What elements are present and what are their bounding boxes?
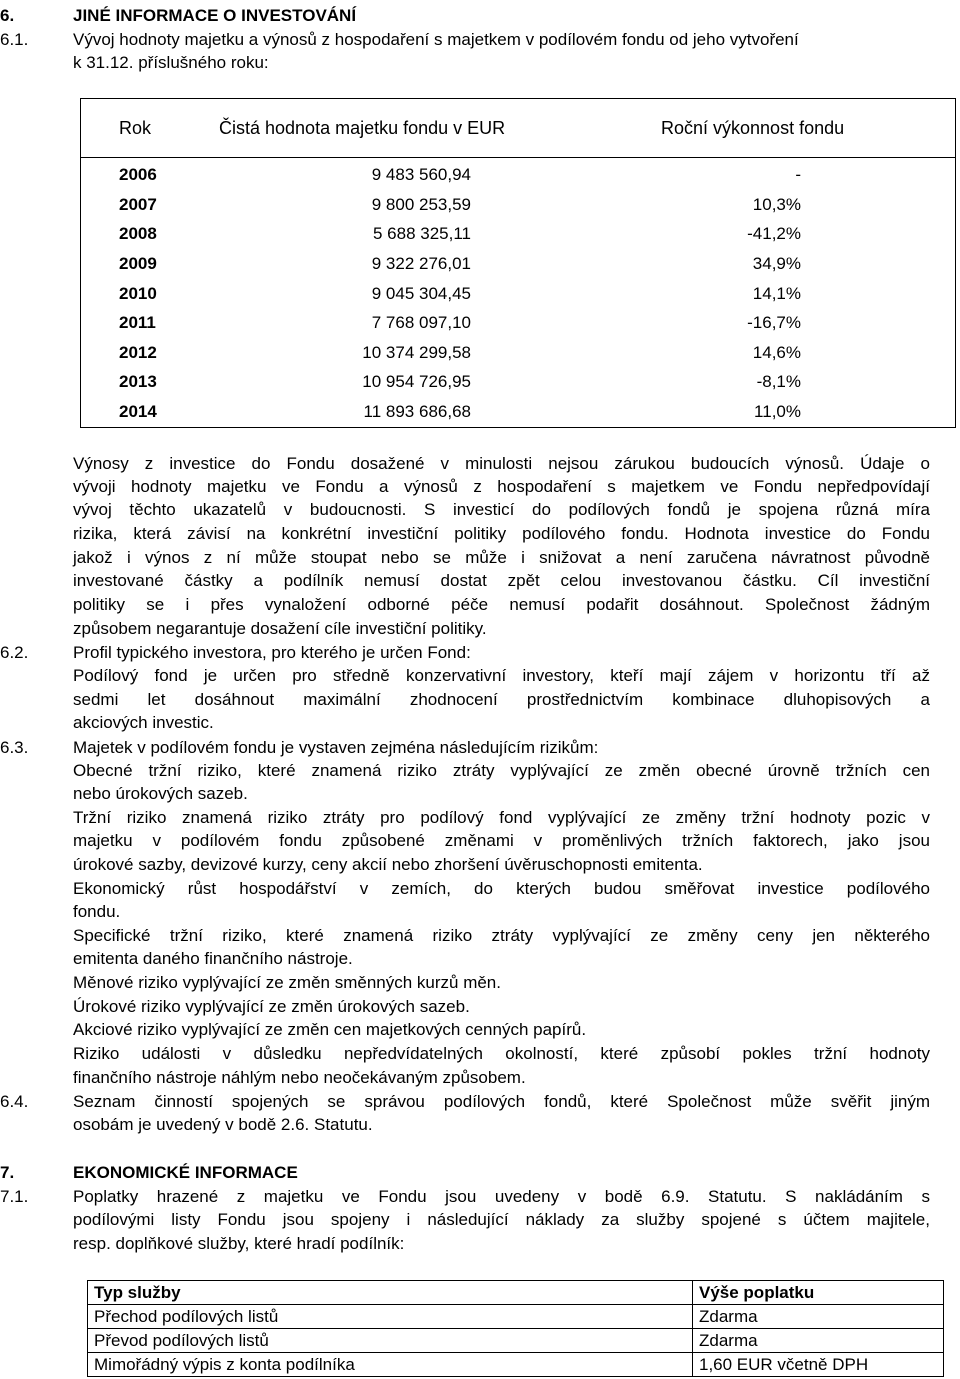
- table-row: [81, 249, 955, 279]
- paragraph-line: sedmi let dosáhnout maximální zhodnocení prostřednictvím kombinace dluhopisových a: [73, 690, 930, 709]
- paragraph-line: podílovými listy Fondu jsou spojeny i následující náklady za služby spojené s účtem majitele,: [73, 1210, 930, 1229]
- table-row: [81, 219, 955, 249]
- year-cell: 2006: [119, 165, 157, 184]
- value-cell: 9 322 276,01: [371, 254, 471, 273]
- paragraph-line: osobám je uvedený v bodě 2.6. Statutu.: [73, 1115, 373, 1134]
- subsection-text-line: k 31.12. příslušného roku:: [73, 53, 269, 72]
- paragraph-line: jakož i výnos z ní může stoupat nebo se může i snižovat a není zaručena návratnost původně: [73, 548, 930, 567]
- paragraph-line: Výnosy z investice do Fondu dosažené v minulosti nejsou zárukou budoucích výnosů. Údaje o: [73, 454, 930, 473]
- performance-cell: -16,7%: [747, 313, 801, 332]
- performance-cell: 14,1%: [752, 284, 801, 303]
- paragraph-line: Akciové riziko vyplývající ze změn cen majetkových cenných papírů.: [73, 1020, 587, 1039]
- subsection-text-line: Vývoj hodnoty majetku a výnosů z hospodaření s majetkem v podílovém fondu od jeho vytvoření: [73, 30, 799, 49]
- table-row: [88, 1329, 944, 1353]
- table-row: [81, 338, 955, 368]
- subsection-number: 6.2.: [0, 643, 29, 662]
- performance-cell: 14,6%: [752, 343, 801, 362]
- subsection-number: 7.1.: [0, 1187, 29, 1206]
- section-number: 7.: [0, 1163, 15, 1182]
- year-cell: 2012: [119, 343, 157, 362]
- paragraph-line: finančního nástroje náhlým nebo neočekávaným způsobem.: [73, 1068, 526, 1087]
- header-net-asset-value: Čistá hodnota majetku fondu v EUR: [219, 118, 506, 138]
- performance-cell: -41,2%: [747, 224, 801, 243]
- table-row: [81, 160, 955, 190]
- section-6-heading: [0, 4, 960, 27]
- paragraph-line: majetku v podílovém fondu způsobené změnami v proměnlivých tržních faktorech, jako jsou: [73, 831, 930, 850]
- table-row: [88, 1353, 944, 1377]
- subsection-6-1-cont: [0, 51, 960, 74]
- paragraph-line: vývoji hodnoty majetku ve Fondu a výnosů z hospodaření s majetkem ve Fondu nepředpovídají: [73, 477, 930, 496]
- fund-performance-table: [80, 98, 956, 428]
- year-cell: 2009: [119, 254, 157, 273]
- subsection-number: 6.4.: [0, 1092, 29, 1111]
- paragraph-line: investované částky a podílník nemusí dostat zpět celou investovanou částku. Cíl investiční: [73, 571, 930, 590]
- header-service-type: Typ služby: [88, 1281, 693, 1305]
- paragraph-line: Majetek v podílovém fondu je vystaven zejména následujícím rizikům:: [73, 738, 599, 757]
- paragraph-line: způsobem negarantuje dosažení cíle investiční politiky.: [73, 619, 487, 638]
- service-fees-table: [87, 1280, 944, 1377]
- table-row: [81, 367, 955, 397]
- paragraph-line: Poplatky hrazené z majetku ve Fondu jsou uvedeny v bodě 6.9. Statutu. S nakládáním s: [73, 1187, 930, 1206]
- paragraph-line: vývoj těchto ukazatelů v budoucnosti. S investicí do podílových fondů je spojena různá míra: [73, 500, 930, 519]
- value-cell: 11 893 686,68: [363, 402, 471, 421]
- fee-cell: Zdarma: [693, 1329, 944, 1353]
- value-cell: 9 045 304,45: [371, 284, 471, 303]
- header-annual-performance: Roční výkonnost fondu: [661, 118, 845, 138]
- paragraph-line: Seznam činností spojených se správou podílových fondů, které Společnost může svěřit jiným: [73, 1092, 930, 1111]
- paragraph-line: úrokové sazby, devizové kurzy, ceny akcií nebo zhoršení úvěruschopnosti emitenta.: [73, 855, 703, 874]
- paragraph-line: emitenta daného finančního nástroje.: [73, 949, 353, 968]
- value-cell: 5 688 325,11: [373, 224, 471, 243]
- performance-cell: -: [795, 165, 801, 184]
- subsection-6-1: [0, 28, 960, 51]
- service-cell: Mimořádný výpis z konta podílníka: [88, 1353, 693, 1377]
- year-cell: 2014: [119, 402, 157, 421]
- fee-cell: 1,60 EUR včetně DPH: [693, 1353, 944, 1377]
- paragraph-line: Podílový fond je určen pro středně konzervativní investory, kteří mají zájem v horizontu tří až: [73, 666, 930, 685]
- table-row: [88, 1305, 944, 1329]
- performance-cell: 34,9%: [752, 254, 801, 273]
- service-cell: Převod podílových listů: [88, 1329, 693, 1353]
- value-cell: 10 374 299,58: [362, 343, 471, 362]
- value-cell: 10 954 726,95: [362, 372, 471, 391]
- paragraph-line: resp. doplňkové služby, které hradí podílník:: [73, 1234, 405, 1253]
- paragraph-line: Riziko události v důsledku nepředvídatelných okolností, které způsobí pokles tržní hodnoty: [73, 1044, 930, 1063]
- performance-cell: 11,0%: [754, 402, 801, 421]
- section-title: JINÉ INFORMACE O INVESTOVÁNÍ: [73, 6, 357, 25]
- section-title: EKONOMICKÉ INFORMACE: [73, 1163, 298, 1182]
- performance-cell: -8,1%: [756, 372, 801, 391]
- header-divider: [81, 157, 955, 158]
- value-cell: 9 800 253,59: [371, 195, 471, 214]
- section-7-heading: [0, 1161, 960, 1184]
- table-row: [81, 308, 955, 338]
- year-cell: 2011: [119, 313, 156, 332]
- paragraph-line: Obecné tržní riziko, které znamená riziko ztráty vyplývající ze změn obecné úrovně tržních cen: [73, 761, 930, 780]
- value-cell: 9 483 560,94: [371, 165, 471, 184]
- header-year: Rok: [119, 118, 152, 138]
- paragraph-line: Úrokové riziko vyplývající ze změn úrokových sazeb.: [73, 997, 470, 1016]
- table-row: [81, 397, 955, 427]
- paragraph-line: fondu.: [73, 902, 121, 921]
- paragraph-line: Měnové riziko vyplývající ze změn směnných kurzů měn.: [73, 973, 501, 992]
- paragraph-line: Ekonomický růst hospodářství v zemích, do kterých budou směřovat investice podílového: [73, 879, 930, 898]
- performance-cell: 10,3%: [752, 195, 801, 214]
- year-cell: 2008: [119, 224, 157, 243]
- paragraph-line: Specifické tržní riziko, které znamená riziko ztráty vyplývající ze změny ceny jen některého: [73, 926, 930, 945]
- table-header-row: [88, 1281, 944, 1305]
- paragraph-line: Profil typického investora, pro kterého je určen Fond:: [73, 643, 471, 662]
- header-fee-amount: Výše poplatku: [693, 1281, 944, 1305]
- year-cell: 2007: [119, 195, 157, 214]
- service-cell: Přechod podílových listů: [88, 1305, 693, 1329]
- paragraph-line: rizika, která závisí na konkrétní investiční politiky podílového fondu. Hodnota investice do Fondu: [73, 524, 930, 543]
- year-cell: 2013: [119, 372, 157, 391]
- subsection-number: 6.1.: [0, 30, 29, 49]
- paragraph-line: Tržní riziko znamená riziko ztráty pro podílový fond vyplývající ze změny tržní hodnoty pozic v: [73, 808, 930, 827]
- section-number: 6.: [0, 6, 15, 25]
- table-row: [81, 190, 955, 220]
- value-cell: 7 768 097,10: [371, 313, 471, 332]
- paragraph-line: politiky se i přes vynaložení odborné péče nemusí podařit dosáhnout. Společnost žádným: [73, 595, 930, 614]
- paragraph-line: akciových investic.: [73, 713, 214, 732]
- table-row: [81, 279, 955, 309]
- year-cell: 2010: [119, 284, 157, 303]
- subsection-number: 6.3.: [0, 738, 29, 757]
- fee-cell: Zdarma: [693, 1305, 944, 1329]
- paragraph-line: nebo úrokových sazeb.: [73, 784, 248, 803]
